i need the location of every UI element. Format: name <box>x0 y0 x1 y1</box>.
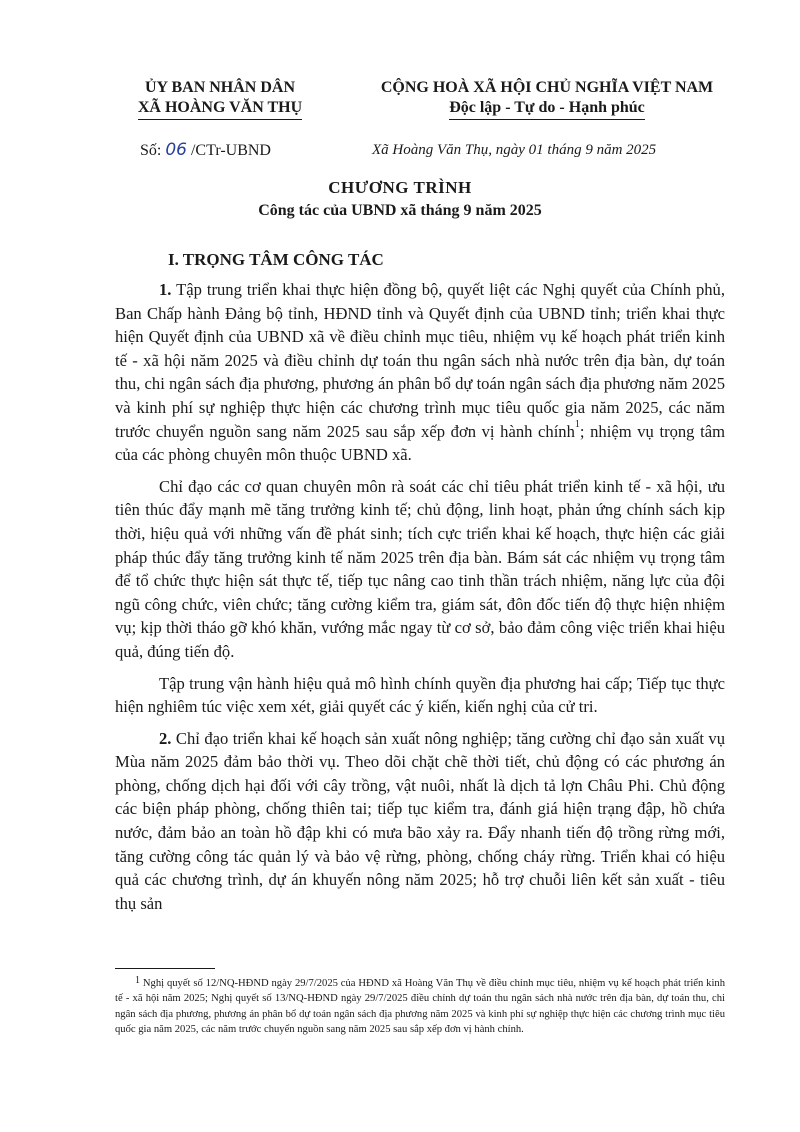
footnote-text: Nghị quyết số 12/NQ-HĐND ngày 29/7/2025 của HĐND xã Hoàng Văn Thụ về điều chỉnh mục tiêu, nhiệm vụ kế hoạch phát triển kinh tế - xã hội năm 2025; Nghị quyết số 13/NQ-HĐND ngày 29/7/2025 điều chỉnh dự toán thu ngân sách nhà nước trên địa bàn, dự toán thu, chi ngân sách địa phương, phương án phân bổ dự toán ngân sách địa phương năm 2025 và kinh phí sự nghiệp thực hiện các chương trình mục tiêu quốc gia năm 2025, các năm trước chuyển nguồn sang năm 2025 sau sắp xếp đơn vị hành chính. <box>115 978 725 1036</box>
footnote-reference[interactable]: 1 <box>574 418 580 430</box>
nation-motto: Độc lập - Tự do - Hạnh phúc <box>449 98 645 120</box>
doc-number-handwritten: 06 <box>165 140 187 160</box>
place-and-date: Xã Hoàng Văn Thụ, ngày 01 tháng 9 năm 2025 <box>372 142 657 158</box>
paragraph-4-text: Chỉ đạo triển khai kế hoạch sản xuất nông nghiệp; tăng cường chỉ đạo sản xuất vụ Mùa năm 2025 đảm bảo thời vụ. Theo dõi chặt chẽ thời tiết, chủ động có các phương án phòng, chống dịch hại đối với cây trồng, vật nuôi, nhất là dịch tả lợn Châu Phi. Chủ động các biện pháp phòng, chống thiên tai; tiếp tục kiểm tra, đánh giá hiện trạng đập, hồ chứa nước, đảm bảo an toàn hồ đập khi có mưa bão xảy ra. Đẩy nhanh tiến độ trồng rừng mới, tăng cường công tác quản lý và bảo vệ rừng, phòng, chống cháy rừng. Triển khai có hiệu quả các chương trình, dự án khuyến nông năm 2025; hỗ trợ chuỗi liên kết sản xuất - tiêu thụ sản <box>115 728 725 913</box>
paragraph-4 <box>115 727 725 916</box>
paragraph-1-tail: ; nhiệm vụ trọng tâm của các phòng chuyên môn thuộc UBND xã. <box>115 421 725 465</box>
org-line-2: XÃ HOÀNG VĂN THỤ <box>138 98 302 120</box>
nation-line-1: CỘNG HOÀ XÃ HỘI CHỦ NGHĨA VIỆT NAM <box>380 79 714 96</box>
paragraph-3: Tập trung vận hành hiệu quả mô hình chính quyền địa phương hai cấp; Tiếp tục thực hiện nghiêm túc việc xem xét, giải quyết các ý kiến, kiến nghị của cử tri. <box>115 673 725 717</box>
paragraph-1-text: Tập trung triển khai thực hiện đồng bộ, quyết liệt các Nghị quyết của Chính phủ, Ban Chấp hành Đảng bộ tỉnh, HĐND tỉnh và Quyết định của UBND tỉnh; triển khai thực hiện Quyết định của UBND xã về điều chỉnh mục tiêu, nhiệm vụ kế hoạch phát triển kinh tế - xã hội năm 2025 và điều chỉnh dự toán thu ngân sách nhà nước trên địa bàn, dự toán thu, chi ngân sách địa phương, phương án phân bổ dự toán ngân sách địa phương năm 2025 và kinh phí sự nghiệp thực hiện các chương trình mục tiêu quốc gia năm 2025, các năm trước chuyển nguồn sang năm 2025 sau sắp xếp đơn vị hành chính <box>115 280 725 441</box>
doc-number-suffix: /CTr-UBND <box>190 142 271 159</box>
footnote-body <box>115 976 725 1038</box>
footnote-mark: 1 <box>135 975 140 986</box>
paragraph-1-number: 1. <box>159 280 172 299</box>
paragraph-2: Chỉ đạo các cơ quan chuyên môn rà soát các chỉ tiêu phát triển kinh tế - xã hội, ưu tiên thúc đẩy mạnh mẽ tăng trưởng kinh tế; chủ động, linh hoạt, phản ứng chính sách kịp thời, hiệu quả với những vấn đề phát sinh; tích cực triển khai kế hoạch, thực hiện các giải pháp thúc đẩy tăng trưởng kinh tế năm 2025 trên địa bàn. Bám sát các nhiệm vụ trọng tâm để tổ chức thực hiện sát thực tế, tiếp tục nâng cao tinh thần trách nhiệm, năng lực của đội ngũ công chức, viên chức; tăng cường kiểm tra, giám sát, đôn đốc tiến độ thực hiện nhiệm vụ; kịp thời tháo gỡ khó khăn, vướng mắc ngay từ cơ sở, bảo đảm công việc triển khai hiệu quả, đúng tiến độ. <box>115 476 725 661</box>
footnote-divider <box>115 968 215 969</box>
paragraph-4-number: 2. <box>159 728 172 748</box>
org-line-1: ỦY BAN NHÂN DÂN <box>144 79 296 96</box>
paragraph-1 <box>115 278 725 467</box>
footnote <box>115 976 725 1038</box>
document-number <box>140 140 271 160</box>
doc-number-prefix: Số: <box>140 142 162 159</box>
document-title: CHƯƠNG TRÌNH <box>328 178 472 197</box>
national-heading <box>352 78 742 120</box>
document-subtitle: Công tác của UBND xã tháng 9 năm 2025 <box>258 202 542 219</box>
issuing-org <box>120 78 320 120</box>
body-text <box>115 278 725 923</box>
section-heading: I. TRỌNG TÂM CÔNG TÁC <box>168 250 384 269</box>
